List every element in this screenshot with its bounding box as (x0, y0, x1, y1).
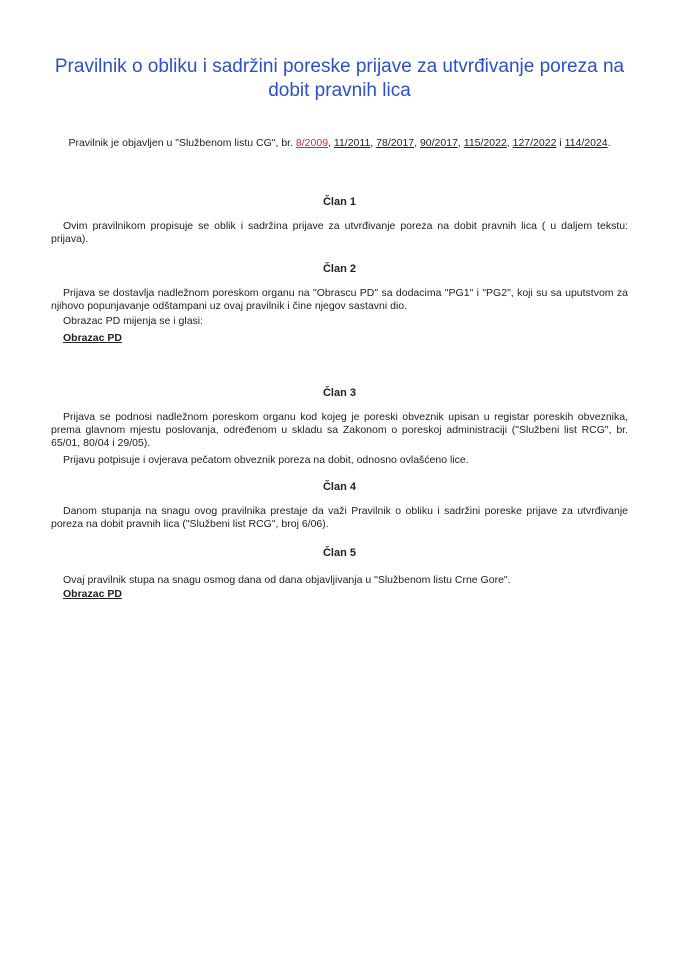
article-5-heading: Član 5 (322, 547, 356, 559)
article-3-text: Prijava se podnosi nadležnom poreskom organu kod kojeg je poreski obveznik upisan u registar poreskih obveznika, prema glavnom mjestu poslovanja, određenom u skladu sa Zakonom o poreskoj administraciji ("Službeni list RCG", br. 65/01, 80/04 i 29/05). (51, 411, 628, 449)
article-4-text: Danom stupanja na snagu ovog pravilnika prestaje da važi Pravilnik o obliku i sadržini poreske prijave za utvrđivanje poreza na dobit pravnih lica ("Službeni list RCG", broj 6/06). (51, 505, 628, 530)
article-3-heading: Član 3 (322, 387, 356, 399)
article-3-line: Prijavu potpisuje i ovjerava pečatom obveznik poreza na dobit, odnosno ovlašćeno lice. (63, 454, 469, 466)
gazette-link-6[interactable]: 127/2022 (512, 137, 557, 149)
publication-prefix: Pravilnik je objavljen u "Službenom listu CG", br. (68, 137, 293, 149)
publication-suffix: . (607, 137, 611, 149)
gazette-link-7[interactable]: 114/2024 (564, 137, 608, 149)
gazette-link-2[interactable]: 11/2011 (333, 137, 371, 149)
article-4-heading: Član 4 (322, 481, 356, 493)
document-title: Pravilnik o obliku i sadržini poreske prijave za utvrđivanje poreza na dobit pravnih lica (54, 55, 625, 101)
article-1-text: Ovim pravilnikom propisuje se oblik i sadržina prijave za utvrđivanje poreza na dobit pravnih lica ( u daljem tekstu: prijava). (51, 220, 628, 245)
gazette-link-4[interactable]: 90/2017 (419, 137, 458, 149)
gazette-link-1[interactable]: 8/2009 (295, 137, 329, 149)
publication-note: Pravilnik je objavljen u "Službenom listu CG", br. 8/2009, 11/2011, 78/2017, 90/2017, 115/2022, 127/2022 i 114/2024. (68, 137, 611, 149)
gazette-link-3[interactable]: 78/2017 (376, 137, 415, 149)
article-2-text: Prijava se dostavlja nadležnom poreskom organu na "Obrascu PD" sa dodacima "PG1" i "PG2", koji su sa uputstvom za njihovo popunjavanje odštampani uz ovaj pravilnik i čine njegov sastavni dio. (51, 287, 628, 312)
article-2-heading: Član 2 (322, 263, 356, 275)
form-pd-link-2[interactable]: Obrazac PD (63, 588, 122, 600)
publication-conjunction: i (559, 137, 562, 149)
gazette-link-5[interactable]: 115/2022 (463, 137, 507, 149)
article-1-heading: Član 1 (322, 196, 356, 208)
article-2-line: Obrazac PD mijenja se i glasi: (63, 315, 204, 327)
form-pd-link[interactable]: Obrazac PD (63, 332, 122, 344)
article-5-line: Ovaj pravilnik stupa na snagu osmog dana od dana objavljivanja u "Službenom listu Crne Gore". (63, 574, 511, 586)
